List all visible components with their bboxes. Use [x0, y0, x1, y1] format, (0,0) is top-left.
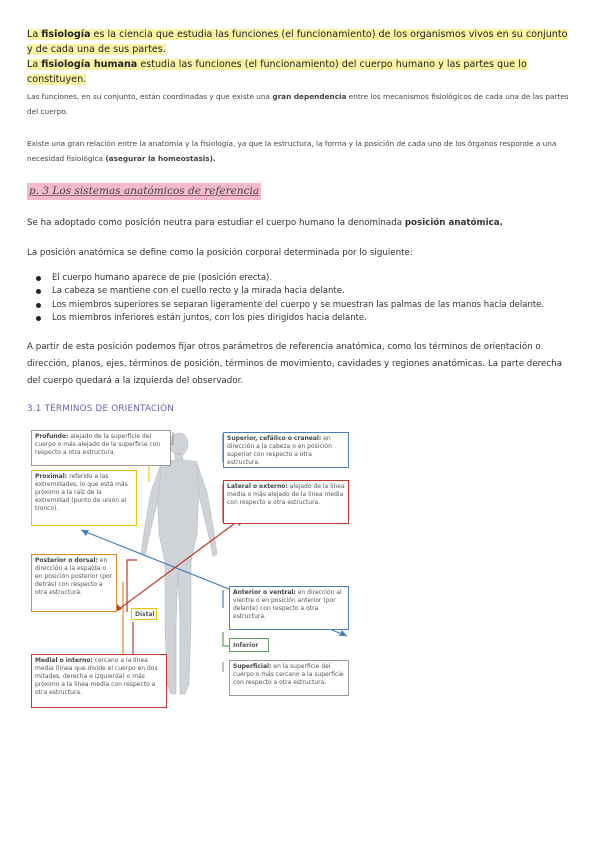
- anterior-box: Anterior o ventral: en dirección al vientre o en posición anterior (por delante) con respecto a otra estructura.: [229, 586, 349, 630]
- intro-paragraph: [27, 28, 575, 87]
- parametros-paragraph: A partir de esta posición podemos fijar otros parámetros de referencia anatómica, como los términos de orientación o dirección, planos, ejes, términos de posición, términos de movimiento, cavidades y regiones anatómicas. La parte derecha del cuerpo quedará a la izquierda del observador.: [27, 342, 562, 386]
- proximal-box: Proximal: referido a las extremidades, lo que está más próximo a la raíz de la extremidad (punto de unión al tronco).: [31, 470, 137, 526]
- bullet-list: [36, 272, 576, 325]
- posterior-box: Posterior o dorsal: en dirección a la espalda o en posición posterior (por detrás) con respecto a otra estructura.: [31, 554, 117, 612]
- orientation-diagram: [27, 422, 353, 712]
- definition-paragraph: La posición anatómica se define como la posición corporal determinada por lo siguiente:: [27, 248, 413, 258]
- medial-box: Medial o interno: cercano a la línea media (línea que divide el cuerpo en dos mitades, derecha e izquierda) o más próximo a la línea media con respecto a otra estructura.: [31, 654, 167, 708]
- distal-box: Distal: [131, 608, 157, 620]
- inferior-box: Inferior: [229, 638, 269, 652]
- list-item: La cabeza se mantiene con el cuello recto y la mirada hacia delante.: [36, 285, 576, 298]
- relacion-paragraph: Existe una gran relación entre la anatomía y la fisiología, ya que la estructura, la forma y la posición de cada uno de los órganos responde a una necesidad fisiológica (asegurar la homeostasis).: [27, 139, 557, 163]
- intro-line-1: La fisiología es la ciencia que estudia las funciones (el funcionamiento) de los organismos vivos en su conjunto y de cada una de sus partes.: [27, 29, 568, 55]
- intro-line-2: La fisiología humana estudia las funciones (el funcionamiento) del cuerpo humano y las partes que lo constituyen.: [27, 58, 527, 85]
- neutral-paragraph: Se ha adoptado como posición neutra para estudiar el cuerpo humano la denominada posición anatómica.: [27, 218, 503, 228]
- funciones-paragraph: Las funciones, en su conjunto, están coordinadas y que existe una gran dependencia entre los mecanismos fisiológicos de cada una de las partes del cuerpo.: [27, 92, 569, 116]
- list-item: Los miembros inferiores están juntos, con los pies dirigidos hacia delante.: [36, 312, 576, 325]
- section-title: p. 3 Los sistemas anatómicos de referencia: [27, 183, 261, 200]
- list-item: Los miembros superiores se separan ligeramente del cuerpo y se muestran las palmas de las manos hacia delante.: [36, 299, 576, 312]
- subsection-title: 3.1 TÉRMINOS DE ORIENTACIÓN: [27, 404, 174, 414]
- lateral-box: Lateral o externo: alejado de la línea media o más alejado de la línea media con respecto a otra estructura.: [223, 480, 349, 524]
- superior-box: Superior, cefálico o craneal: en dirección a la cabeza o en posición superior con respecto a otra estructura.: [223, 432, 349, 468]
- superficial-box: Superficial: en la superficie del cuerpo o más cercano a la superficie con respecto a otra estructura.: [229, 660, 349, 696]
- profundo-box: Profundo: alejado de la superficie del cuerpo o más alejado de la superficie con respecto a otra estructura.: [31, 430, 171, 466]
- list-item: El cuerpo humano aparece de pie (posición erecta).: [36, 272, 576, 285]
